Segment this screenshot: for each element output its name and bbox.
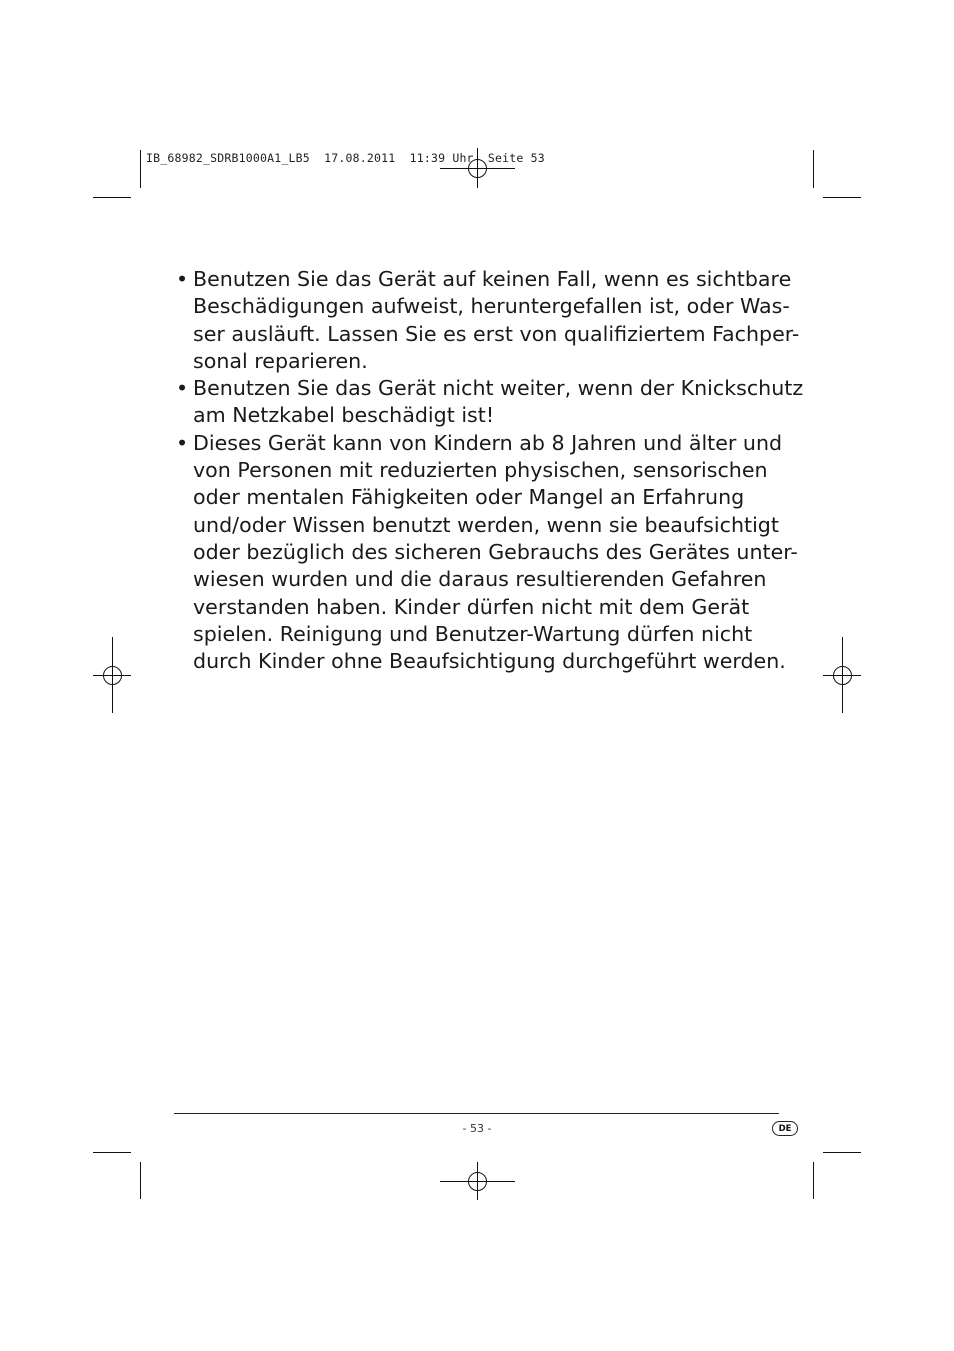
bullet-item: [174, 375, 804, 430]
bullet-line: Dieses Gerät kann von Kindern ab 8 Jahren und älter und: [193, 430, 783, 455]
bullet-line: und/oder Wissen benutzt werden, wenn sie beaufsichtigt: [193, 512, 779, 537]
bullet-line: Benutzen Sie das Gerät auf keinen Fall, wenn es sichtbare: [193, 267, 792, 291]
footer-rule: [174, 1113, 779, 1114]
bullet-line: oder bezüglich des sicheren Gebrauchs des Gerätes unter-: [193, 539, 798, 564]
bullet-line: am Netzkabel beschädigt ist!: [193, 403, 495, 428]
page-number: - 53 -: [462, 1122, 492, 1135]
bullet-dot: •: [176, 267, 189, 291]
bullet-line: verstanden haben. Kinder dürfen nicht mit dem Gerät: [193, 594, 750, 619]
bullet-line: spielen. Reinigung und Benutzer-Wartung dürfen nicht: [193, 621, 753, 646]
bullet-item: [174, 266, 800, 375]
bullet-line: oder mentalen Fähigkeiten oder Mangel an Erfahrung: [193, 485, 745, 510]
bullet-line: wiesen wurden und die daraus resultierenden Gefahren: [193, 567, 767, 592]
bullet-line: sonal reparieren.: [193, 348, 368, 373]
print-slug: IB_68982_SDRB1000A1_LB5 17.08.2011 11:39 Uhr Seite 53: [146, 151, 545, 165]
bullet-line: Benutzen Sie das Gerät nicht weiter, wenn der Knickschutz: [193, 376, 804, 401]
registration-mark-top: [440, 148, 515, 188]
bullet-dot: •: [176, 376, 189, 401]
registration-mark-bottom: [440, 1162, 515, 1200]
safety-instructions: [174, 266, 804, 675]
registration-mark-left: [93, 637, 131, 713]
bullet-line: Beschädigungen aufweist, heruntergefallen ist, oder Was-: [193, 294, 790, 319]
bullet-dot: •: [176, 430, 189, 455]
bullet-item: [174, 430, 798, 676]
bullet-line: durch Kinder ohne Beaufsichtigung durchgeführt werden.: [193, 649, 786, 674]
bullet-line: ser ausläuft. Lassen Sie es erst von qualifiziertem Fachper-: [193, 321, 800, 346]
bullet-line: von Personen mit reduzierten physischen, sensorischen: [193, 458, 768, 483]
language-badge: DE: [772, 1121, 798, 1136]
registration-mark-right: [823, 637, 861, 713]
